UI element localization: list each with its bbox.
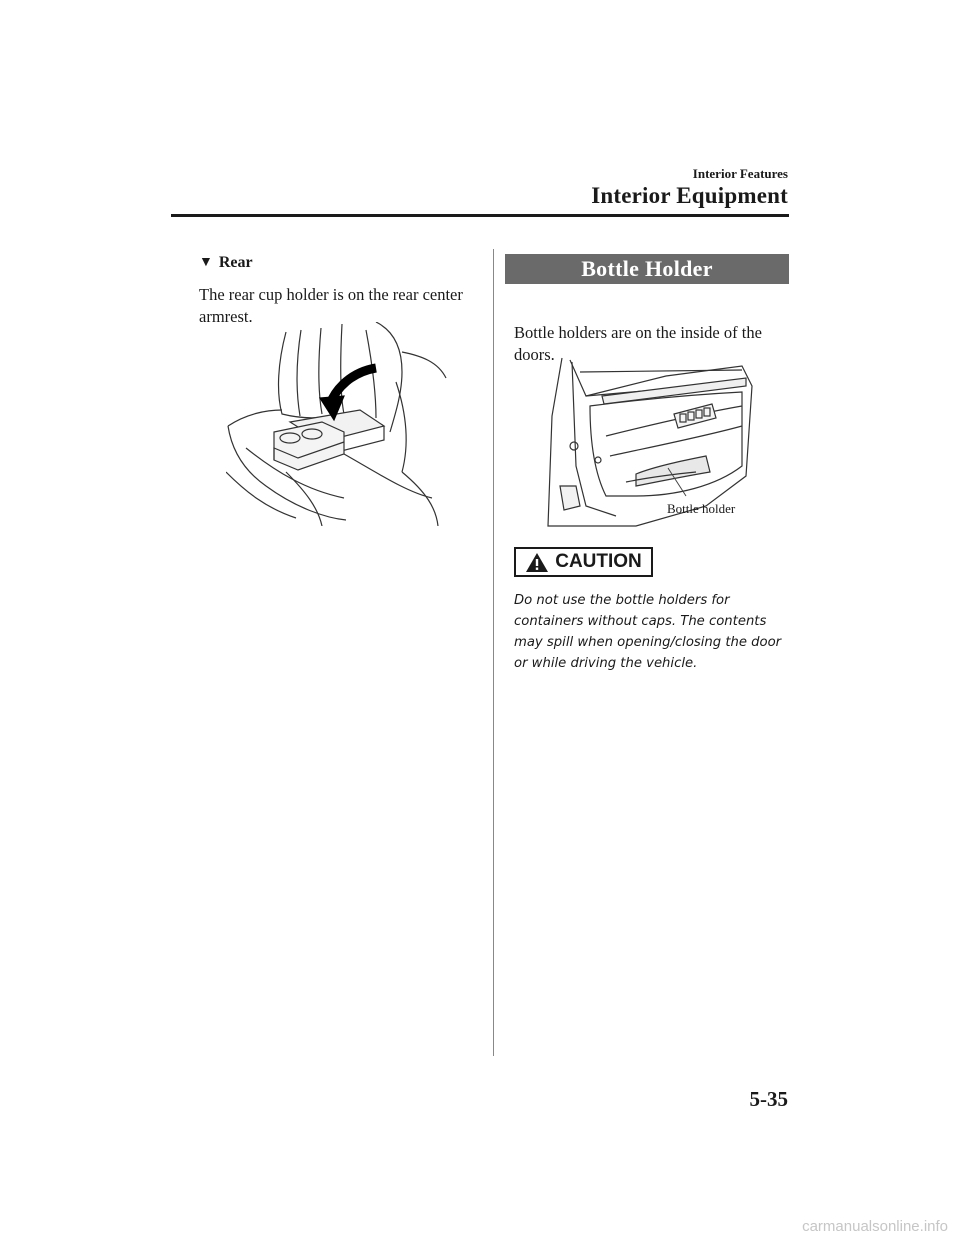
page-heading: Interior Equipment [591,183,788,208]
bottle-holder-text: Bottle holders are on the inside of the doors. [514,323,762,364]
rear-cup-holder-armrest-illustration [226,322,452,526]
subheading-text: Rear [218,254,253,271]
page-number: 5-35 [749,1087,788,1111]
column-divider [493,249,494,1056]
header-rule [171,214,789,217]
rear-cup-holder-text: The rear cup holder is on the rear center armrest. [199,285,463,326]
triangle-marker-icon: ▼ [199,255,213,270]
section-banner-bottle-holder: Bottle Holder [505,254,789,284]
bottle-holder-callout: Bottle holder [667,501,736,516]
watermark: carmanualsonline.info [802,1218,948,1235]
warning-triangle-icon [525,552,549,573]
caution-text: Do not use the bottle holders for containers without caps. The contents may spill when opening/closing the door or while driving the vehicle. [514,593,782,671]
caution-label: CAUTION [555,551,642,572]
caution-box [514,547,653,577]
subheading-rear [199,254,253,272]
section-label: Interior Features [692,166,788,181]
